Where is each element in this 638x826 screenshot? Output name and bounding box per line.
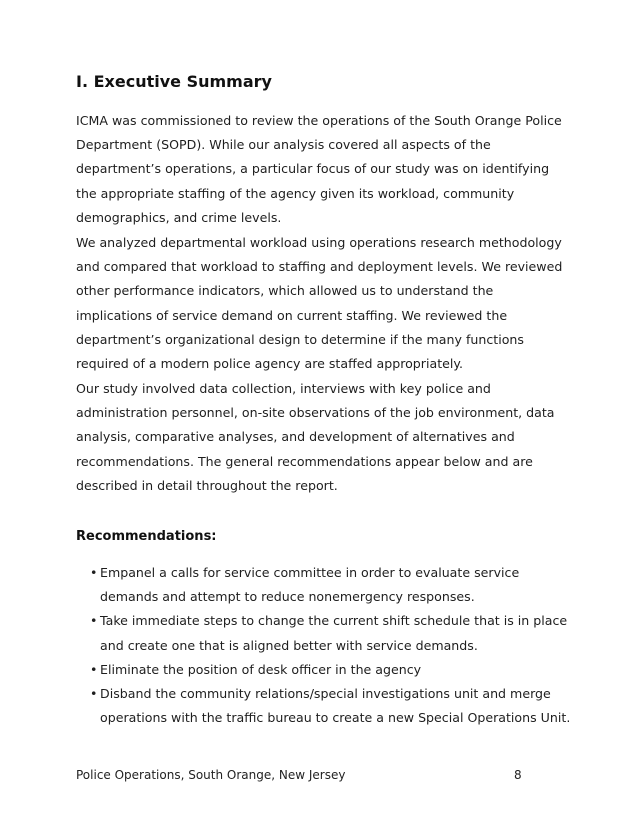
paragraph: Our study involved data collection, interviews with key police and administration personnel, on-site observations of the job environment, data analysis, comparative analyses, and development of alternatives and recommendations. The general recommendations appear below and are described in detail throughout the report. [76, 381, 555, 493]
recommendations-heading: Recommendations: [76, 529, 217, 544]
bullet-icon: • [90, 565, 98, 580]
section-title: I. Executive Summary [76, 72, 272, 91]
footer-title: Police Operations, South Orange, New Jersey [76, 768, 346, 782]
list-item [76, 609, 572, 657]
page-number: 8 [514, 768, 522, 782]
recommendations-list [76, 561, 572, 730]
list-item [76, 658, 572, 682]
list-item-text: Take immediate steps to change the current shift schedule that is in place and create one that is aligned better with service demands. [100, 613, 568, 653]
paragraph: ICMA was commissioned to review the operations of the South Orange Police Department (SOPD). While our analysis covered all aspects of the department’s operations, a particular focus of our study was on identifying the appropriate staffing of the agency given its workload, community demographics, and crime levels. [76, 113, 562, 225]
list-item-text: Empanel a calls for service committee in order to evaluate service demands and attempt to reduce nonemergency responses. [100, 565, 520, 605]
bullet-icon: • [90, 613, 98, 629]
list-item [76, 682, 572, 730]
paragraph: We analyzed departmental workload using operations research methodology and compared that workload to staffing and deployment levels. We reviewed other performance indicators, which allowed us to understand the implications of service demand on current staffing. We reviewed the department’s organizational design to determine if the many functions required of a modern police agency are staffed appropriately. [76, 235, 563, 372]
bullet-icon: • [90, 686, 98, 702]
bullet-icon: • [90, 661, 98, 677]
list-item-text: Eliminate the position of desk officer in the agency [100, 661, 422, 677]
list-item-text: Disband the community relations/special investigations unit and merge operations with the traffic bureau to create a new Special Operations Unit. [100, 686, 571, 726]
list-item [76, 561, 572, 609]
